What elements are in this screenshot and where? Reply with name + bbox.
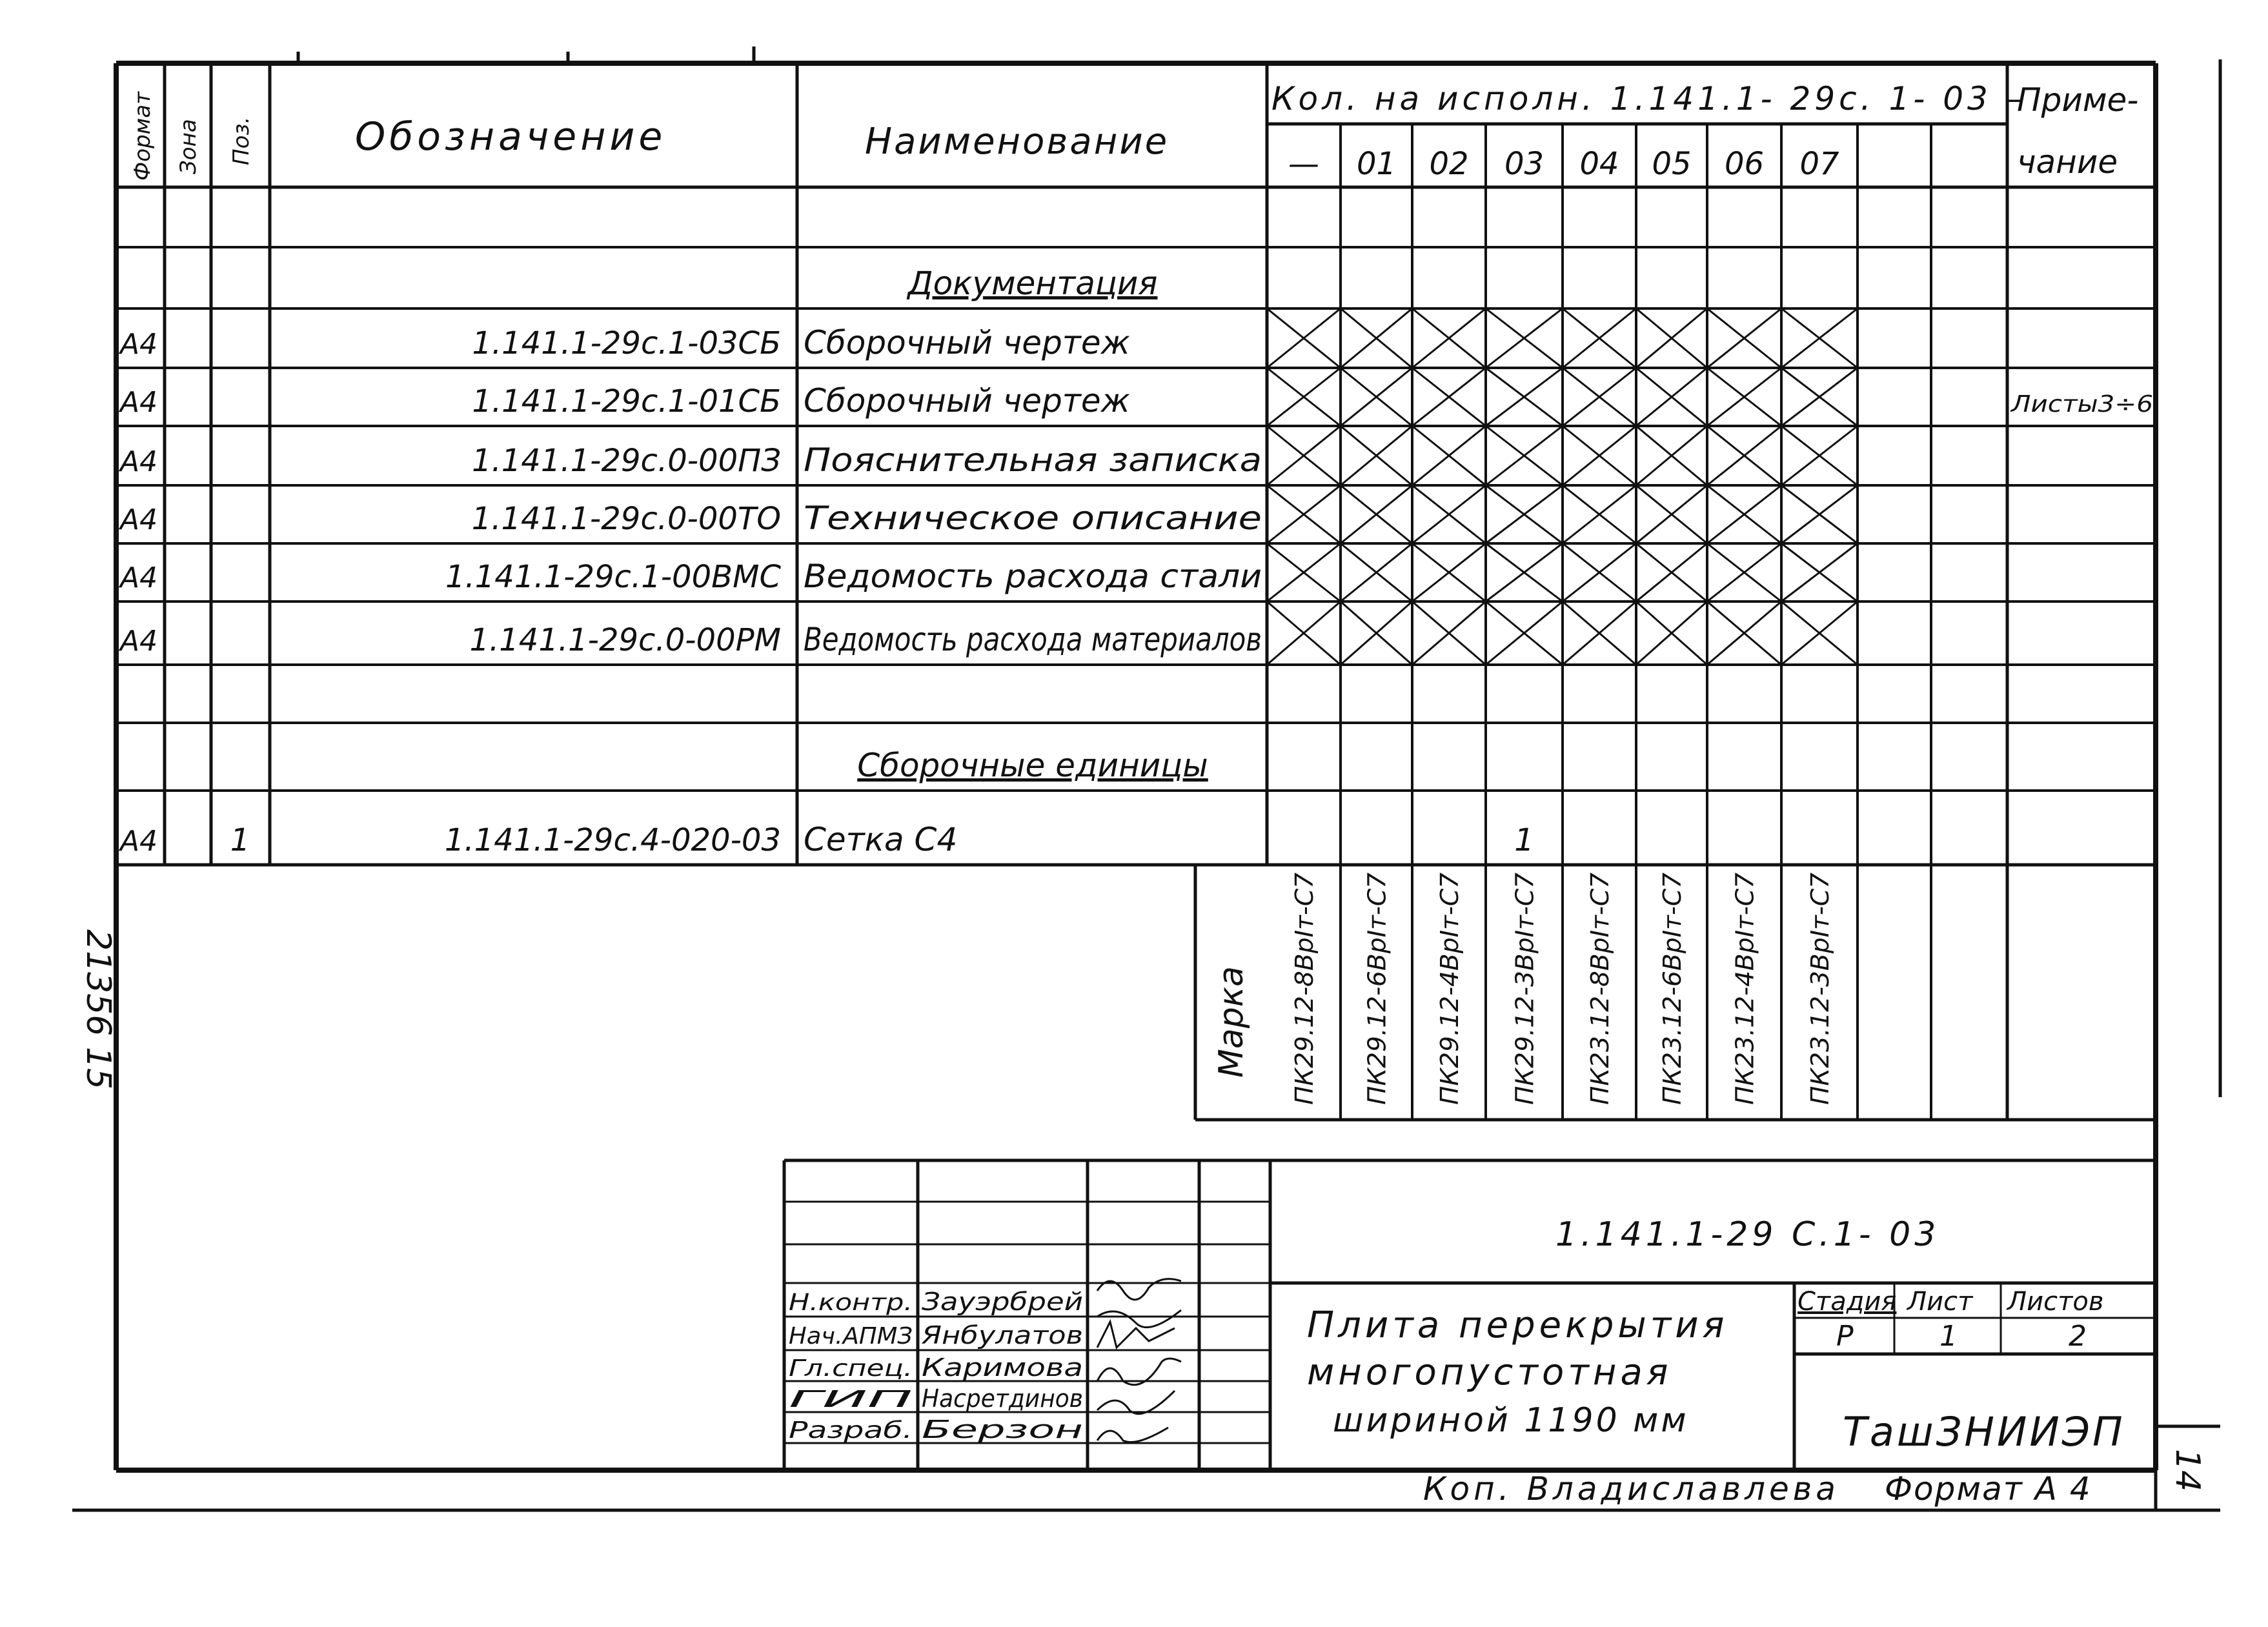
- signer-name: Каримова: [922, 1353, 1083, 1382]
- signer-name: Янбулатов: [920, 1321, 1083, 1349]
- marka-value: ПК23.12-8ВрIт-С7: [1586, 878, 1614, 1105]
- signer-role: ГИП: [789, 1386, 913, 1413]
- marka-value: ПК29.12-4ВрIт-С7: [1435, 878, 1464, 1105]
- marka-value: ПК29.12-6ВрIт-С7: [1362, 878, 1392, 1105]
- row-designation: 1.141.1-29с.1-01СБ: [472, 383, 781, 419]
- row-designation: 1.141.1-29с.0-00ПЗ: [471, 443, 781, 479]
- stage-label: Стадия: [1797, 1287, 1897, 1317]
- row-name: Сборочные единицы: [857, 747, 1208, 784]
- document-code: 1.141.1-29 С.1- 03: [1555, 1215, 1940, 1254]
- row-designation: 1.141.1-29с.1-03СБ: [472, 325, 781, 361]
- row-designation: 1.141.1-29с.0-00ТО: [471, 501, 781, 537]
- margin-note: 21356 15: [79, 929, 117, 1090]
- signer-name: Зауэрбрей: [922, 1288, 1083, 1316]
- variant-label: 04: [1579, 146, 1619, 182]
- spec-rows: [118, 265, 2153, 858]
- row-qty: 1: [1514, 822, 1534, 858]
- row-designation: 1.141.1-29с.4-020-03: [444, 822, 781, 858]
- signer-role: Гл.спец.: [789, 1355, 913, 1382]
- row-format: А4: [120, 625, 158, 658]
- marka-value: ПК23.12-3ВрIт-С7: [1806, 878, 1834, 1105]
- signer-name: Насретдинов: [922, 1384, 1083, 1413]
- variant-label: 01: [1356, 146, 1397, 182]
- row-name: Ведомость расхода материалов: [804, 621, 1262, 658]
- sheets-value: 2: [2069, 1320, 2087, 1353]
- copied-by: Коп. Владиславлева: [1423, 1470, 1839, 1508]
- row-name: Сборочный чертеж: [804, 324, 1130, 361]
- signatures: [1097, 1279, 1181, 1442]
- signer-role: Разраб.: [789, 1417, 913, 1444]
- variant-label: 06: [1724, 146, 1765, 182]
- row-designation: 1.141.1-29с.1-00ВМС: [445, 559, 781, 595]
- row-name: Техническое описание: [804, 500, 1262, 537]
- signer-name: Берзон: [922, 1415, 1083, 1444]
- row-format: А4: [120, 445, 158, 478]
- header-designation: Обозначение: [355, 114, 667, 159]
- row-format: А4: [120, 328, 158, 361]
- organization: ТашЗНИИЭП: [1843, 1408, 2125, 1455]
- signer-role: Н.контр.: [789, 1289, 913, 1316]
- sheets-label: Листов: [2007, 1287, 2104, 1317]
- row-note: Листы3÷6: [2009, 391, 2153, 418]
- stage-value: Р: [1836, 1320, 1854, 1353]
- signer-role: Нач.АПМЗ: [789, 1323, 913, 1349]
- header-zone: Зона: [176, 119, 201, 174]
- row-name: Ведомость расхода стали: [804, 558, 1262, 595]
- row-name: Сетка С4: [804, 821, 958, 858]
- format-label: Формат А 4: [1885, 1470, 2092, 1508]
- marka-value: ПК23.12-4ВрIт-С7: [1730, 878, 1759, 1105]
- variant-label: —: [1288, 146, 1319, 182]
- marka-value: ПК29.12-3ВрIт-С7: [1510, 878, 1539, 1105]
- marka-value: ПК29.12-8ВрIт-С7: [1290, 878, 1319, 1105]
- header-format: Формат: [130, 92, 156, 181]
- variant-label: 05: [1652, 146, 1692, 182]
- variant-label: 03: [1504, 146, 1544, 182]
- row-name: Сборочный чертеж: [804, 382, 1130, 419]
- variant-label: 02: [1429, 146, 1469, 182]
- marka-block: [1212, 966, 1251, 1078]
- header-qty-title: Кол. на исполн. 1.141.1- 29с. 1- 03 –: [1271, 80, 2026, 117]
- title-line-3: шириной 1190 мм: [1333, 1401, 1689, 1440]
- header-note-line1: Приме-: [2017, 81, 2139, 119]
- row-format: А4: [120, 561, 158, 594]
- marka-label: Марка: [1212, 965, 1251, 1078]
- row-pos: 1: [230, 822, 250, 858]
- row-format: А4: [120, 503, 158, 536]
- title-line-1: Плита перекрытия: [1307, 1304, 1728, 1346]
- marka-value: ПК23.12-6ВрIт-С7: [1658, 878, 1686, 1105]
- qty-grid: [1341, 124, 1931, 1120]
- header-pos: Поз.: [228, 116, 254, 165]
- signers: [789, 1288, 1083, 1444]
- row-name: Документация: [907, 265, 1158, 302]
- row-designation: 1.141.1-29с.0-00РМ: [469, 622, 781, 658]
- header-name: Наименование: [865, 121, 1169, 163]
- row-format: А4: [120, 386, 158, 419]
- title-line-2: многопустотная: [1307, 1351, 1672, 1393]
- header-note-line2: чание: [2017, 143, 2118, 181]
- page-number: 14: [2168, 1449, 2207, 1492]
- sheet-label: Лист: [1907, 1287, 1973, 1317]
- sheet-value: 1: [1939, 1320, 1958, 1353]
- variant-label: 07: [1799, 146, 1839, 182]
- row-format: А4: [120, 825, 158, 858]
- row-name: Пояснительная записка: [804, 441, 1262, 479]
